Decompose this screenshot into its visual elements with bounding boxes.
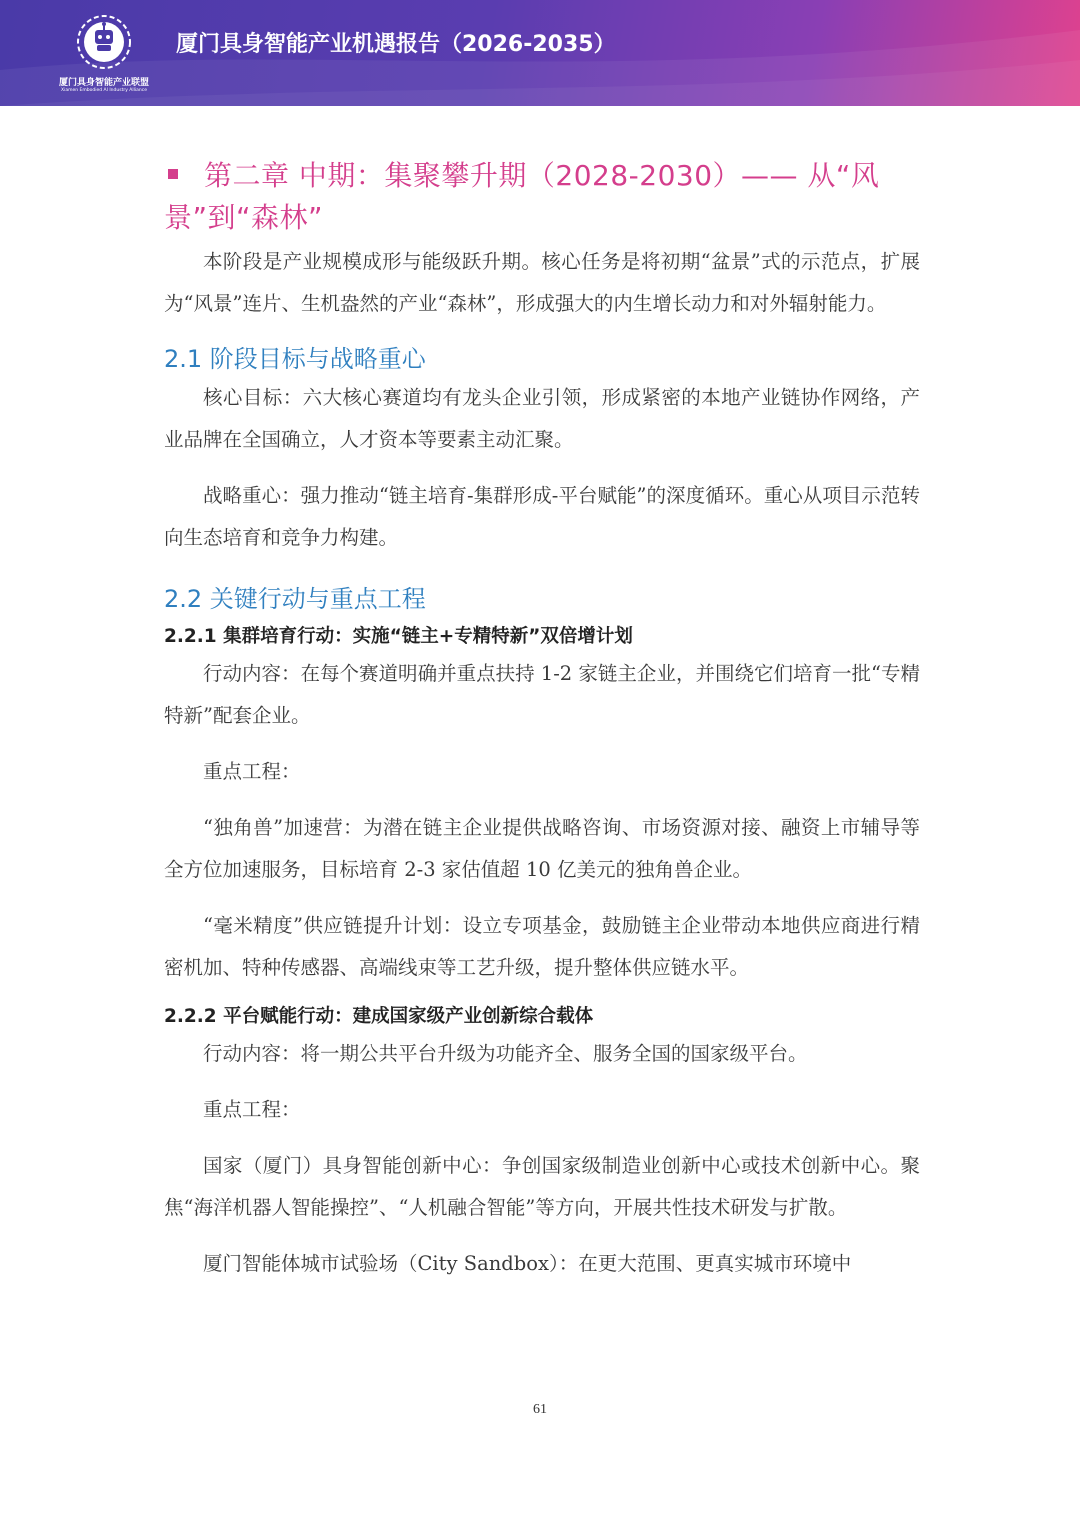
report-title: 厦门具身智能产业机遇报告（2026-2035） (176, 32, 616, 57)
section-2-1-heading: 2.1 阶段目标与战略重心 (164, 345, 426, 373)
section-2-2-1-supply-chain: “毫米精度”供应链提升计划：设立专项基金，鼓励链主企业带动本地供应商进行精密机加、特种传感器、高端线束等工艺升级，提升整体供应链水平。 (164, 914, 920, 979)
section-2-2-1-unicorn-camp: “独角兽”加速营：为潜在链主企业提供战略咨询、市场资源对接、融资上市辅导等全方位加速服务，目标培育 2-3 家估值超 10 亿美元的独角兽企业。 (164, 816, 920, 881)
section-2-2-1-key-projects-label: 重点工程： (203, 760, 301, 783)
robot-logo-icon (76, 14, 132, 70)
logo-english-name: Xiamen Embodied AI Industry Alliance (61, 88, 147, 93)
section-2-2-2-innovation-center: 国家（厦门）具身智能创新中心：争创国家级制造业创新中心或技术创新中心。聚焦“海洋机器人智能操控”、“人机融合智能”等方向，开展共性技术研发与扩散。 (164, 1154, 920, 1219)
section-2-2-2-action: 行动内容：将一期公共平台升级为功能齐全、服务全国的国家级平台。 (203, 1042, 808, 1065)
section-2-2-2-heading: 2.2.2 平台赋能行动：建成国家级产业创新综合载体 (164, 1006, 594, 1027)
header-banner (0, 0, 1080, 106)
square-bullet-icon (168, 169, 178, 179)
section-2-2-1-action: 行动内容：在每个赛道明确并重点扶持 1-2 家链主企业，并围绕它们培育一批“专精特新”配套企业。 (164, 662, 920, 727)
chapter-intro: 本阶段是产业规模成形与能级跃升期。核心任务是将初期“盆景”式的示范点，扩展为“风景”连片、生机盎然的产业“森林”，形成强大的内生增长动力和对外辐射能力。 (164, 250, 920, 315)
section-2-2-1-heading: 2.2.1 集群培育行动：实施“链主+专精特新”双倍增计划 (164, 626, 633, 647)
logo-chinese-name: 厦门具身智能产业联盟 (58, 78, 149, 88)
section-2-2-heading: 2.2 关键行动与重点工程 (164, 585, 426, 613)
section-2-2-2-city-sandbox: 厦门智能体城市试验场（City Sandbox）：在更大范围、更真实城市环境中 (203, 1252, 852, 1275)
section-2-1-strategic-focus: 战略重心：强力推动“链主培育-集群形成-平台赋能”的深度循环。重心从项目示范转向生态培育和竞争力构建。 (164, 484, 920, 549)
alliance-logo (56, 8, 156, 100)
page-number: 61 (533, 1402, 547, 1417)
section-2-2-2-key-projects-label: 重点工程： (203, 1098, 301, 1121)
section-2-1-core-goal: 核心目标：六大核心赛道均有龙头企业引领，形成紧密的本地产业链协作网络，产业品牌在全国确立，人才资本等要素主动汇聚。 (164, 386, 920, 451)
logo-abbreviation: XAIA (94, 53, 114, 61)
chapter-title-text: 第二章 中期：集聚攀升期（2028-2030）—— 从“风景”到“森林” (164, 159, 880, 234)
page-content (164, 155, 920, 1285)
chapter-title (164, 155, 920, 239)
